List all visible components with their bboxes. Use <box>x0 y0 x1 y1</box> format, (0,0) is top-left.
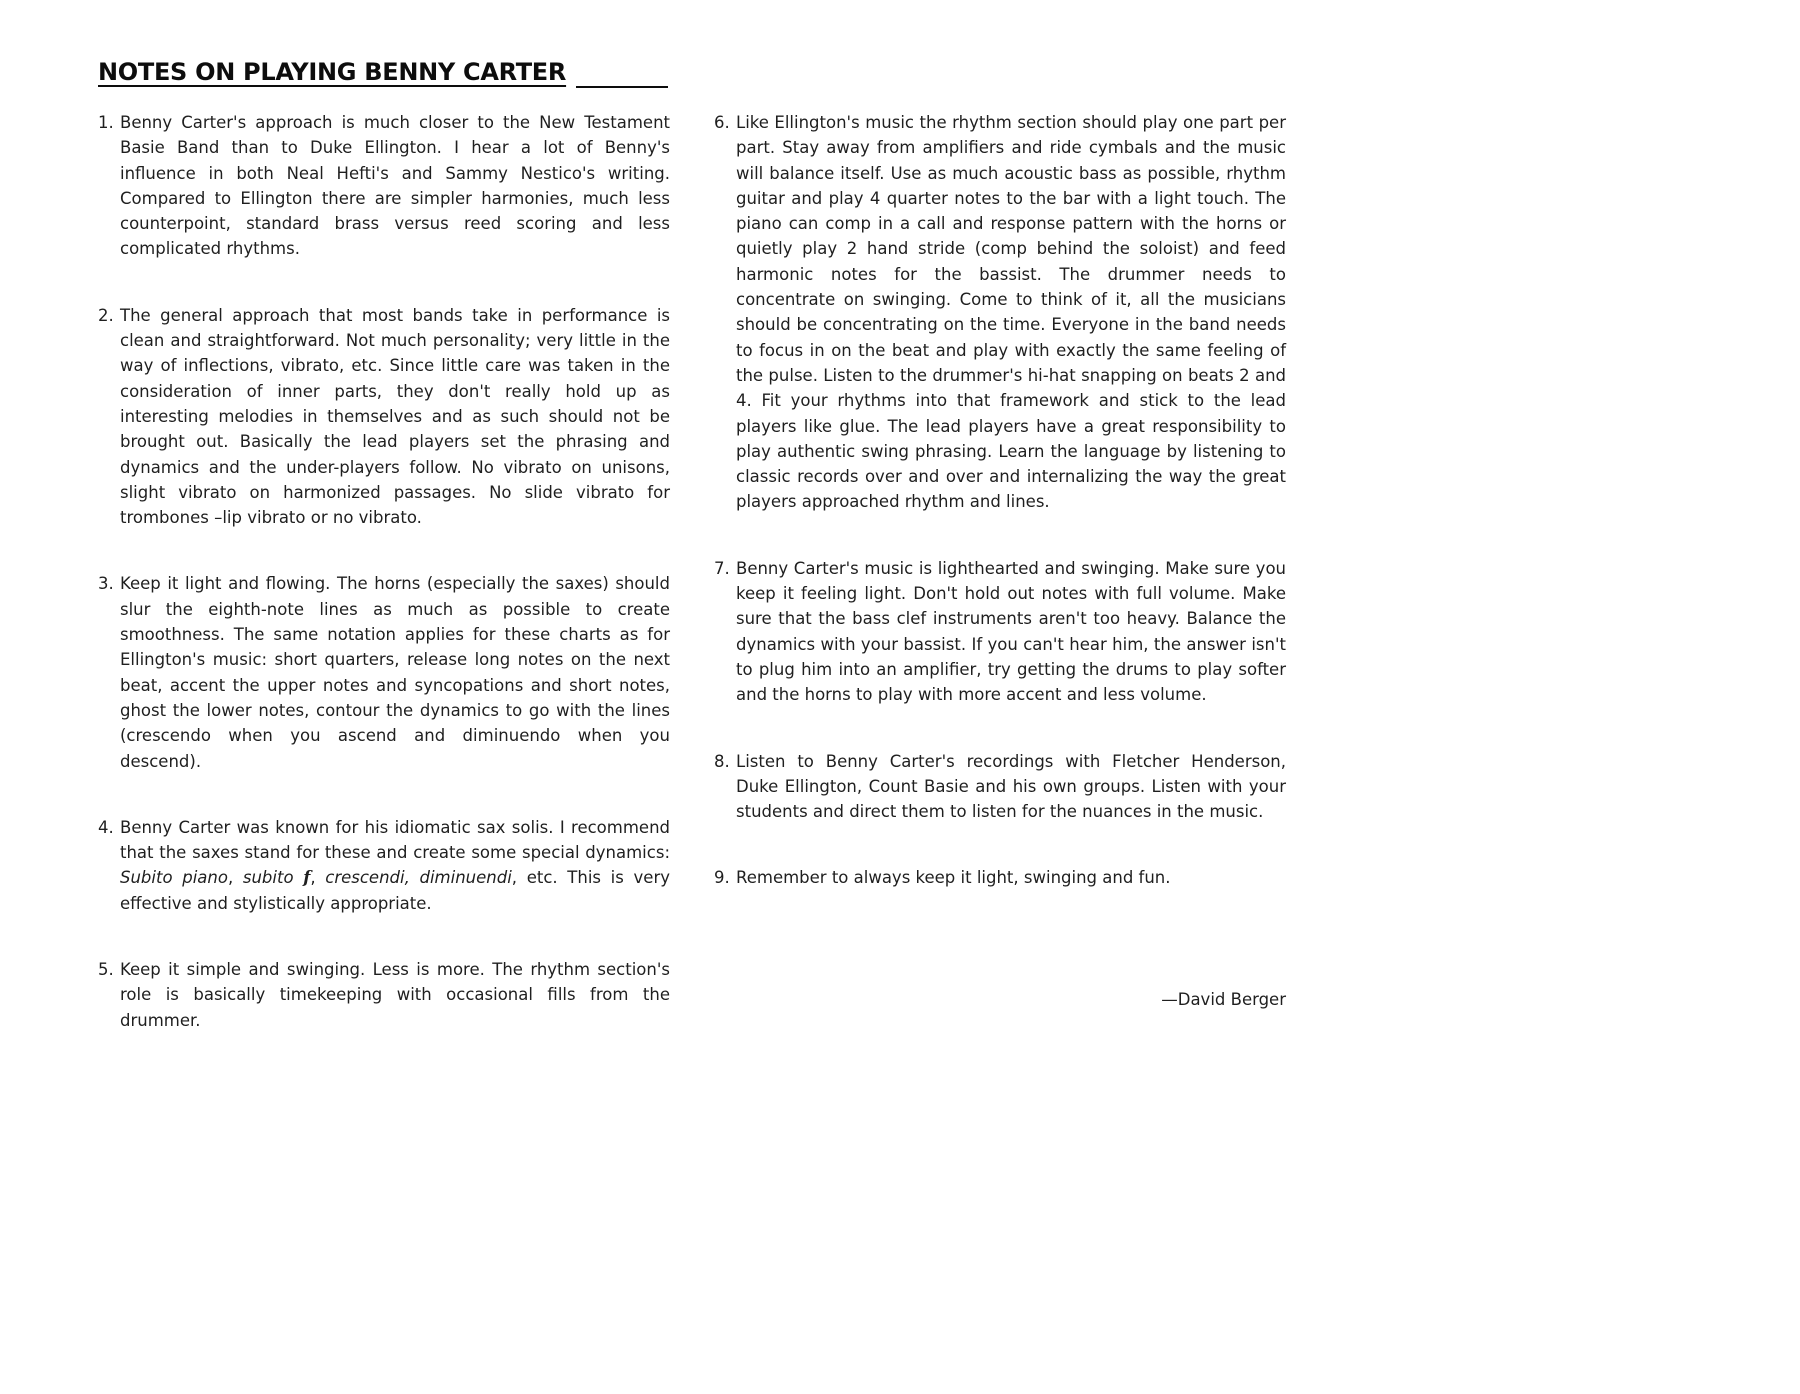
notes-column-left <box>98 110 670 1033</box>
note-text: Keep it simple and swinging. Less is more. The rhythm section's role is basically timekeeping with occasional fills from the drummer. <box>120 960 670 1030</box>
note-item-9 <box>714 865 1286 890</box>
note-number: 5. <box>98 960 114 980</box>
note-item-7 <box>714 556 1286 708</box>
dynamic-term: crescendi, diminuendi <box>325 868 512 888</box>
title-underline-rule <box>576 86 668 88</box>
note-item-2 <box>98 303 670 531</box>
note-number: 8. <box>714 751 730 771</box>
note-text: Listen to Benny Carter's recordings with Fletcher Henderson, Duke Ellington, Count Basie and his own groups. Listen with your students and direct them to listen for the nuances in the music. <box>736 751 1286 822</box>
note-number: 4. <box>98 817 114 837</box>
note-text: The general approach that most bands take in performance is clean and straightforward. Not much personality; very little in the way of inflections, vibrato, etc. Since little care was taken in the consideration of inner parts, they don't really hold up as interesting melodies in themselves and as such should not be brought out. Basically the lead players set the phrasing and dynamics and the under-players follow. No vibrato on unisons, slight vibrato on harmonized passages. No slide vibrato for trombones –lip vibrato or no vibrato. <box>120 305 670 528</box>
note-item-4 <box>98 815 670 916</box>
note-number: 3. <box>98 574 114 594</box>
note-text <box>120 818 670 913</box>
note-text-part: , etc. This is very effective and stylistically appropriate. <box>120 868 670 913</box>
dynamic-term: Subito piano <box>120 868 228 888</box>
note-number: 2. <box>98 305 114 325</box>
note-text: Benny Carter's approach is much closer to the New Testament Basie Band than to Duke Ellington. I hear a lot of Benny's influence in both Neal Hefti's and Sammy Nestico's writing. Compared to Ellington there are simpler harmonies, much less counterpoint, standard brass versus reed scoring and less complicated rhythms. <box>120 113 670 259</box>
note-number: 1. <box>98 113 114 132</box>
note-text-part: , <box>310 868 326 888</box>
note-item-5 <box>98 957 670 1033</box>
author-signature: —David Berger <box>1161 990 1286 1009</box>
note-text: Remember to always keep it light, swinging and fun. <box>736 868 1171 888</box>
forte-symbol: f <box>303 868 311 888</box>
notes-column-right <box>714 110 1286 891</box>
dynamic-term: subito <box>242 868 294 888</box>
note-item-1 <box>98 110 670 262</box>
note-item-3 <box>98 571 670 773</box>
page-title: NOTES ON PLAYING BENNY CARTER <box>98 58 567 86</box>
note-number: 7. <box>714 558 730 578</box>
note-item-8 <box>714 749 1286 825</box>
note-number: 6. <box>714 113 730 132</box>
note-text: Keep it light and flowing. The horns (especially the saxes) should slur the eighth-note lines as much as possible to create smoothness. The same notation applies for these charts as for Ellington's music: short quarters, release long notes on the next beat, accent the upper notes and syncopations and short notes, ghost the lower notes, contour the dynamics to go with the lines (crescendo when you ascend and diminuendo when you descend). <box>120 574 670 771</box>
note-text: Like Ellington's music the rhythm section should play one part per part. Stay away from amplifiers and ride cymbals and the music will balance itself. Use as much acoustic bass as possible, rhythm guitar and play 4 quarter notes to the bar with a light touch. The piano can comp in a call and response pattern with the horns or quietly play 2 hand stride (comp behind the soloist) and feed harmonic notes for the bassist. The drummer needs to concentrate on swinging. Come to think of it, all the musicians should be concentrating on the time. Everyone in the band needs to focus in on the beat and play with exactly the same feeling of the pulse. Listen to the drummer's hi-hat snapping on beats 2 and 4. Fit your rhythms into that framework and stick to the lead players like glue. The lead players have a great responsibility to play authentic swing phrasing. Learn the language by listening to classic records over and over and internalizing the way the great players approached rhythm and lines. <box>736 113 1286 512</box>
note-number: 9. <box>714 868 730 888</box>
note-item-6 <box>714 110 1286 515</box>
note-text: Benny Carter's music is lighthearted and swinging. Make sure you keep it feeling light. Don't hold out notes with full volume. Make sure that the bass clef instruments aren't too heavy. Balance the dynamics with your bassist. If you can't hear him, the answer isn't to plug him into an amplifier, try getting the drums to play softer and the horns to play with more accent and less volume. <box>736 558 1286 705</box>
note-text-part: Benny Carter was known for his idiomatic sax solis. I recommend that the saxes stand for these and create some special dynamics: <box>120 817 670 863</box>
note-text-part: , <box>227 868 243 888</box>
